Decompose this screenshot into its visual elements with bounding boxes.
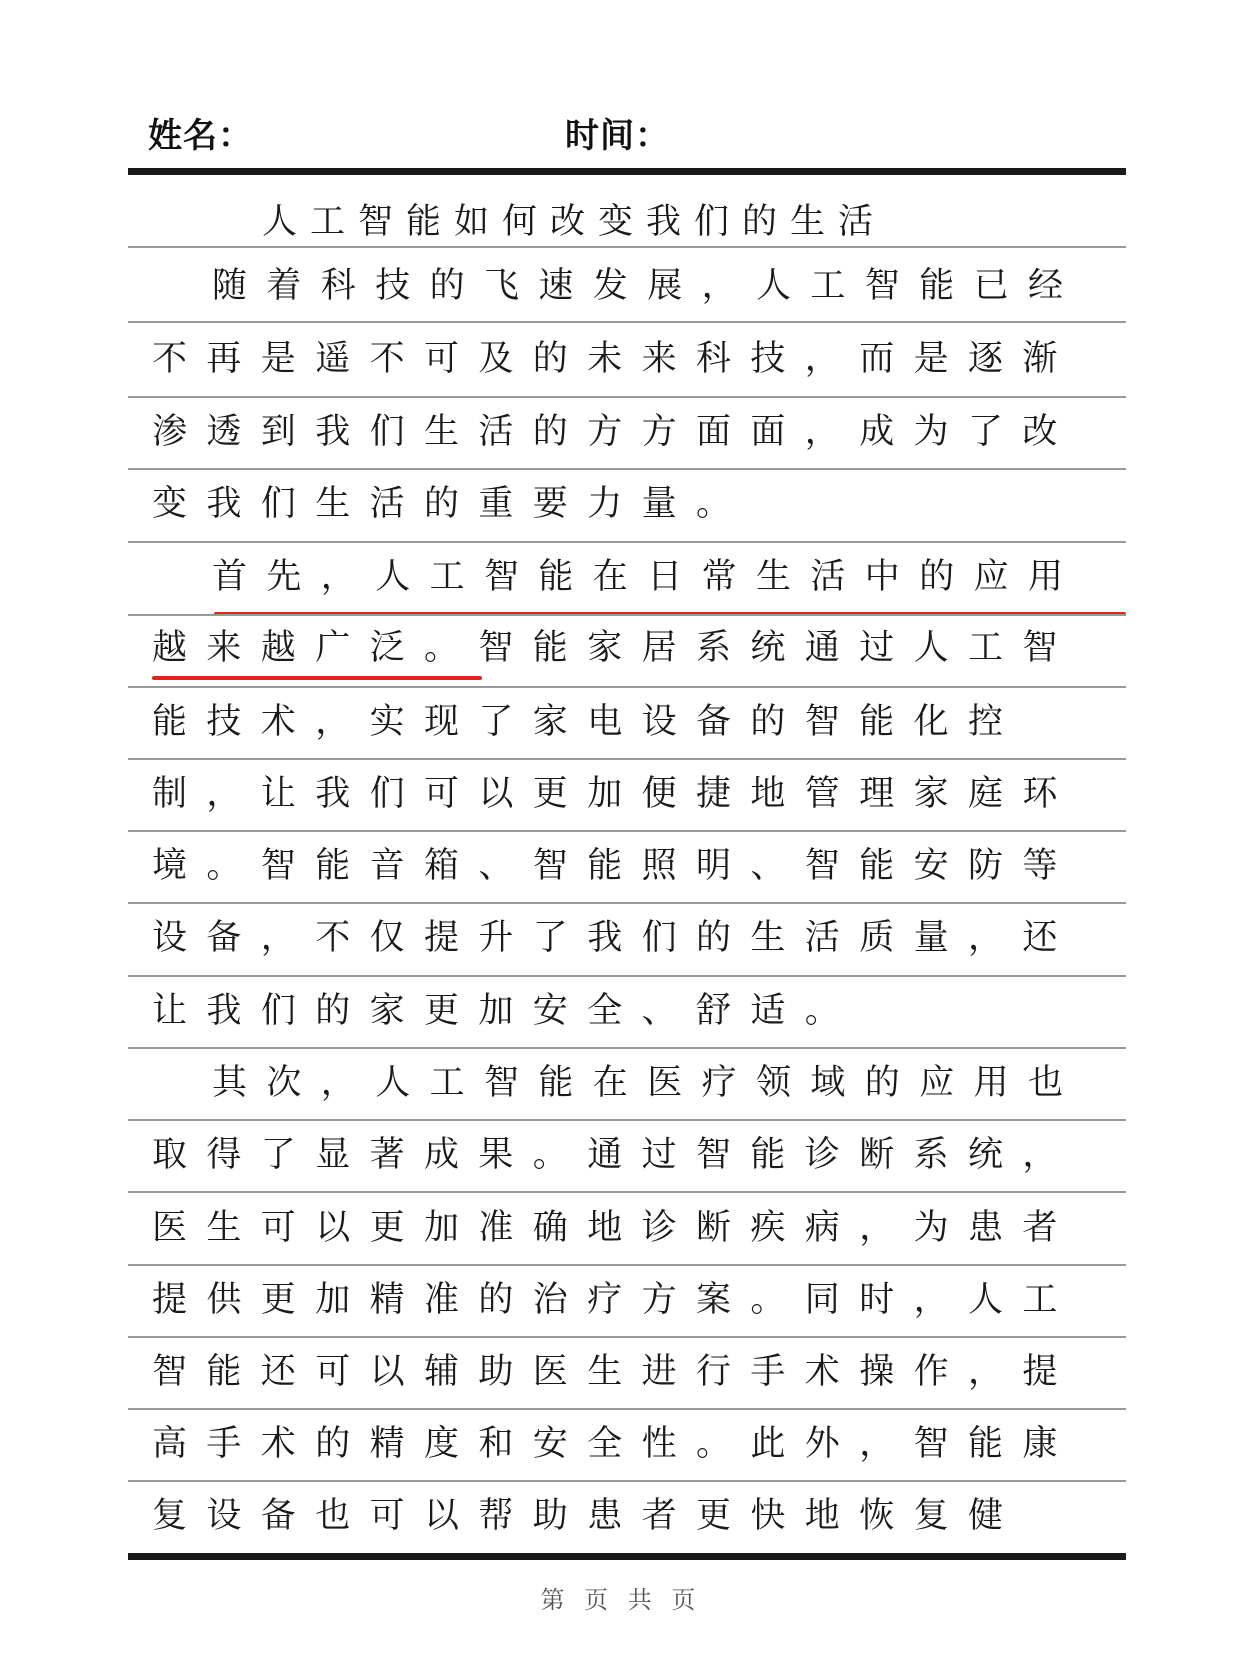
essay-title: 人工智能如何改变我们的生活 (262, 202, 887, 242)
ruled-line (128, 758, 1126, 760)
essay-line: 变我们生活的重要力量。 (152, 484, 751, 524)
ruled-line (128, 541, 1126, 543)
essay-line: 让我们的家更加安全、舒适。 (152, 991, 860, 1031)
red-underline (152, 676, 482, 680)
ruled-line (128, 830, 1126, 832)
essay-line: 其次，人工智能在医疗领域的应用也 (212, 1063, 1083, 1103)
bottom-rule (128, 1553, 1126, 1560)
ruled-line (128, 1336, 1126, 1338)
essay-line: 高手术的精度和安全性。此外，智能康 (152, 1424, 1077, 1464)
essay-line: 医生可以更加准确地诊断疾病，为患者 (152, 1208, 1077, 1248)
ruled-line (128, 468, 1126, 470)
essay-line: 设备，不仅提升了我们的生活质量，还 (152, 918, 1077, 958)
ruled-line (128, 396, 1126, 398)
time-label: 时间： (565, 116, 670, 156)
ruled-line (128, 975, 1126, 977)
ruled-line (128, 902, 1126, 904)
essay-line: 提供更加精准的治疗方案。同时，人工 (152, 1280, 1077, 1320)
ruled-line (128, 686, 1126, 688)
essay-line: 能技术，实现了家电设备的智能化控 (152, 702, 1023, 742)
essay-line: 制，让我们可以更加便捷地管理家庭环 (152, 774, 1077, 814)
ruled-line (128, 614, 1126, 616)
ruled-line (128, 1408, 1126, 1410)
essay-line: 随着科技的飞速发展，人工智能已经 (212, 266, 1083, 306)
essay-line: 境。智能音箱、智能照明、智能安防等 (152, 846, 1077, 886)
ruled-line (128, 1119, 1126, 1121)
name-label: 姓名： (148, 116, 253, 156)
essay-line: 首先，人工智能在日常生活中的应用 (212, 557, 1083, 597)
top-rule (128, 168, 1126, 175)
essay-line: 渗透到我们生活的方方面面，成为了改 (152, 412, 1077, 452)
essay-line: 智能还可以辅助医生进行手术操作，提 (152, 1352, 1077, 1392)
ruled-line (128, 1191, 1126, 1193)
ruled-line (128, 321, 1126, 323)
essay-line: 越来越广泛。智能家居系统通过人工智 (152, 628, 1077, 668)
ruled-line (128, 1480, 1126, 1482)
ruled-line (128, 246, 1126, 248)
essay-line: 取得了显著成果。通过智能诊断系统， (152, 1135, 1077, 1175)
ruled-line (128, 1264, 1126, 1266)
ruled-line (128, 1047, 1126, 1049)
page-footer: 第 页 共 页 (540, 1586, 702, 1614)
essay-line: 不再是遥不可及的未来科技，而是逐渐 (152, 339, 1077, 379)
essay-line: 复设备也可以帮助患者更快地恢复健 (152, 1496, 1023, 1536)
